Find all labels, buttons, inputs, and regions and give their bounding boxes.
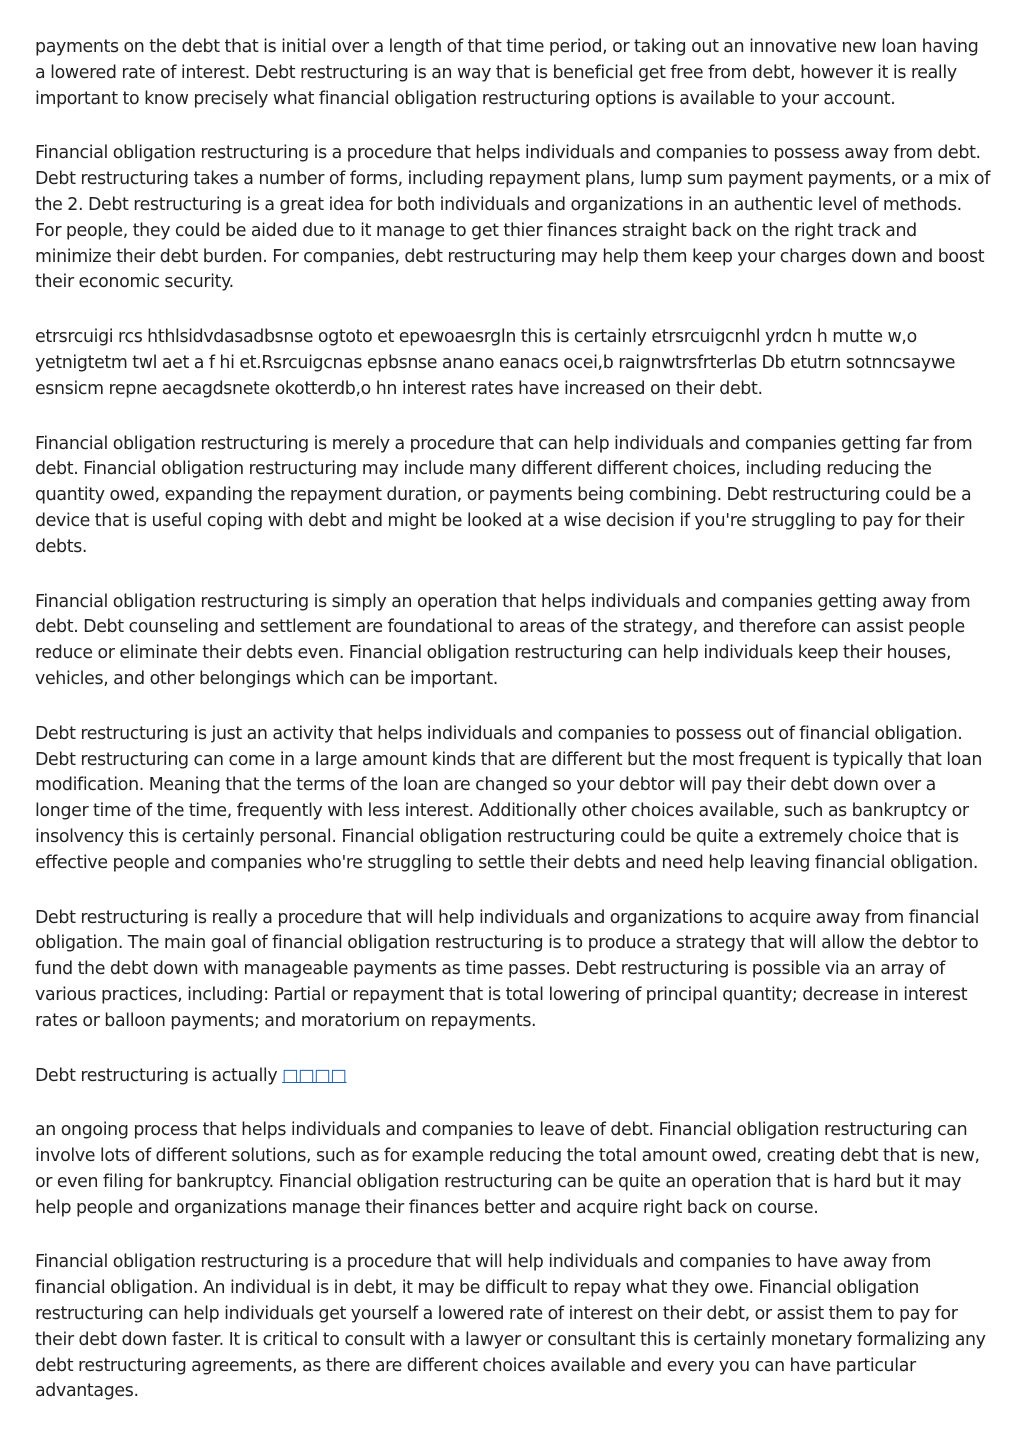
link-paragraph [35, 1064, 990, 1090]
inline-link[interactable]: □□□□ [282, 1065, 347, 1086]
paragraph: Debt restructuring is just an activity that helps individuals and companies to possess out of financial obligation. Debt restructuring can come in a large amount kinds that are different but the most frequent is typically that loan modification. Meaning that the terms of the loan are changed so your debtor will pay their debt down over a longer time of the time, frequently with less interest. Additionally other choices available, such as bankruptcy or insolvency this is certainly personal. Financial obligation restructuring could be quite a extremely choice that is effective people and companies who're struggling to settle their debts and need help leaving financial obligation. [35, 723, 983, 873]
paragraph: etrsrcuigi rcs hthlsidvdasadbsnse ogtoto et epewoaesrgln this is certainly etrsrcuigcnhl yrdcn h mutte w,o yetnigtetm twl aet a f hi et.Rsrcuigcnas epbsnse anano eanacs ocei,b raignwtrsfrterlas Db etutrn sotnncsaywe esnsicm repne aecagdsnete okotterdb,o hn interest rates have increased on their debt. [35, 327, 956, 399]
paragraph: payments on the debt that is initial over a length of that time period, or taking out an innovative new loan having a lowered rate of interest. Debt restructuring is an way that is beneficial get free from debt, however it is really important to know precisely what financial obligation restructuring options is available to your account. [35, 37, 979, 109]
document-page [35, 35, 990, 1434]
link-paragraph-text: Debt restructuring is actually [35, 1065, 283, 1086]
paragraph: Financial obligation restructuring is simply an operation that helps individuals and companies getting away from debt. Debt counseling and settlement are foundational to areas of the strategy, and therefore can assist people reduce or eliminate their debts even. Financial obligation restructuring can help individuals keep their houses, vehicles, and other belongings which can be important. [35, 591, 971, 689]
paragraph: Debt restructuring is really a procedure that will help individuals and organizations to acquire away from financial obligation. The main goal of financial obligation restructuring is to produce a strategy that will allow the debtor to fund the debt down with manageable payments as time passes. Debt restructuring is possible via an array of various practices, including: Partial or repayment that is total lowering of principal quantity; decrease in interest rates or balloon payments; and moratorium on repayments. [35, 907, 980, 1031]
paragraph: an ongoing process that helps individuals and companies to leave of debt. Financial obligation restructuring can involve lots of different solutions, such as for example reducing the total amount owed, creating debt that is new, or even filing for bankruptcy. Financial obligation restructuring can be quite an operation that is hard but it may help people and organizations manage their finances better and acquire right back on course. [35, 1120, 980, 1218]
paragraph: Financial obligation restructuring is a procedure that helps individuals and companies to possess away from debt. Debt restructuring takes a number of forms, including repayment plans, lump sum payment payments, or a mix of the 2. Debt restructuring is a great idea for both individuals and organizations in an authentic level of methods. For people, they could be aided due to it manage to get thier finances straight back on the right track and minimize their debt burden. For companies, debt restructuring may help them keep your charges down and boost their economic security. [35, 143, 990, 293]
paragraph: Financial obligation restructuring is a procedure that will help individuals and companies to have away from financial obligation. An individual is in debt, it may be difficult to repay what they owe. Financial obligation restructuring can help individuals get yourself a lowered rate of interest on their debt, or assist them to pay for their debt down faster. It is critical to consult with a lawyer or consultant this is certainly monetary formalizing any debt restructuring agreements, as there are different choices available and every you can have particular advantages. [35, 1252, 986, 1402]
paragraph: Financial obligation restructuring is merely a procedure that can help individuals and companies getting far from debt. Financial obligation restructuring may include many different different choices, including reducing the quantity owed, expanding the repayment duration, or payments being combining. Debt restructuring could be a device that is useful coping with debt and might be looked at a wise decision if you're struggling to pay for their debts. [35, 433, 973, 557]
